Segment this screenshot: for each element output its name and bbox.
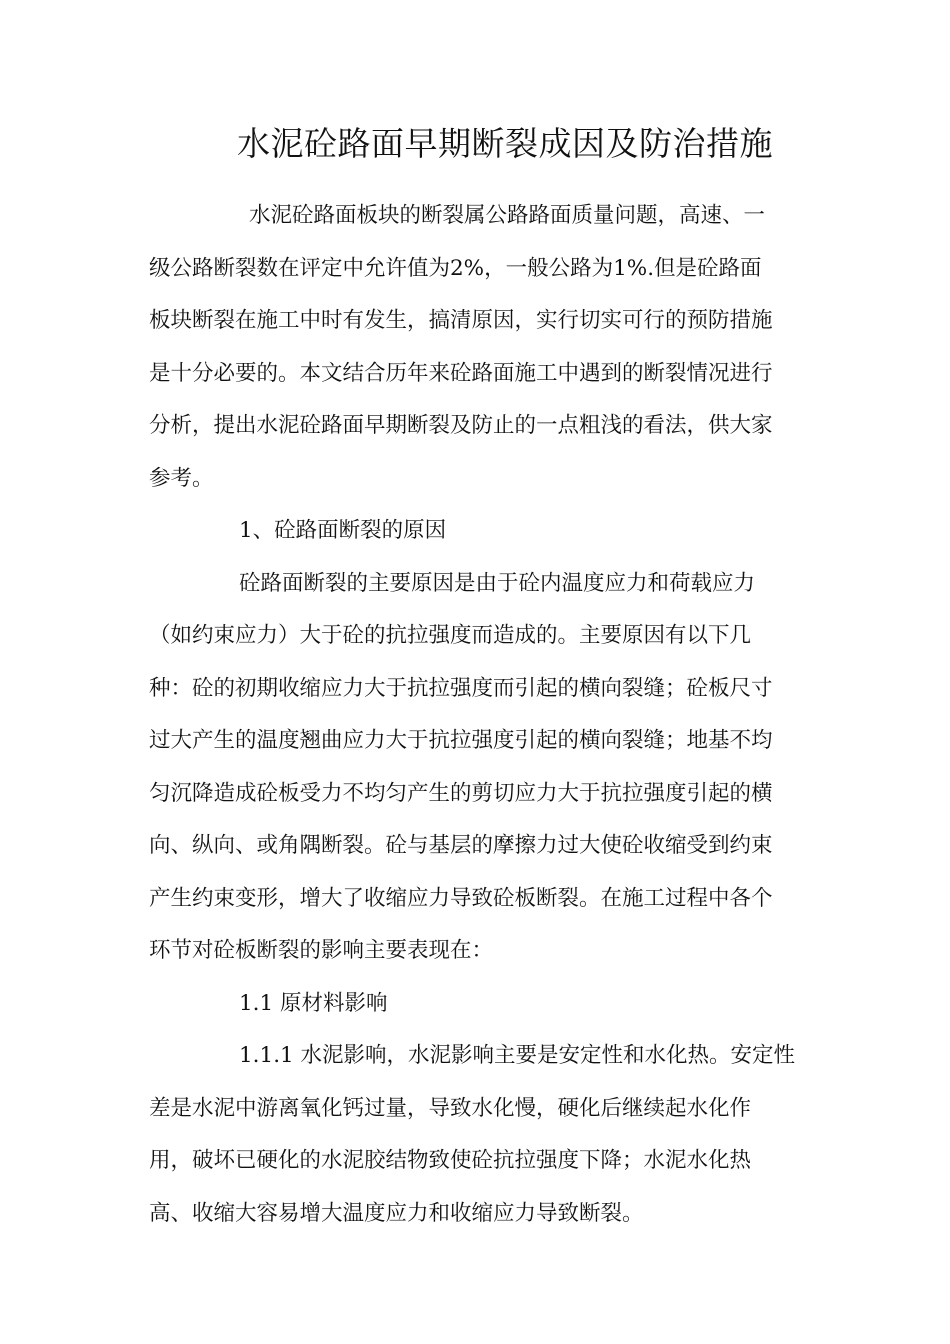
body-line: 板块断裂在施工中时有发生，搞清原因，实行切实可行的预防措施 [149, 308, 773, 333]
body-line: 是十分必要的。本文结合历年来砼路面施工中遇到的断裂情况进行 [149, 360, 773, 386]
body-line: 高、收缩大容易增大温度应力和收缩应力导致断裂。 [149, 1200, 644, 1226]
body-line: 环节对砼板断裂的影响主要表现在： [149, 938, 494, 963]
body-line: 过大产生的温度翘曲应力大于抗拉强度引起的横向裂缝；地基不均 [149, 728, 773, 753]
body-line: （如约束应力）大于砼的抗拉强度而造成的。主要原因有以下几 [149, 623, 752, 648]
body-line: 参考。 [149, 465, 214, 491]
body-line: 砼路面断裂的主要原因是由于砼内温度应力和荷载应力 [239, 570, 756, 596]
body-line: 水泥砼路面板块的断裂属公路路面质量问题，高速、一 [249, 203, 766, 228]
body-line: 用，破坏已硬化的水泥胶结物致使砼抗拉强度下降；水泥水化热 [149, 1148, 752, 1173]
document-title: 水泥砼路面早期断裂成因及防治措施 [237, 124, 773, 163]
subsection-heading: 1.1 原材料影响 [239, 990, 388, 1016]
body-line: 产生约束变形，增大了收缩应力导致砼板断裂。在施工过程中各个 [149, 885, 773, 911]
document-body [149, 190, 809, 1240]
body-line: 匀沉降造成砼板受力不均匀产生的剪切应力大于抗拉强度引起的横 [149, 780, 773, 806]
body-line: 向、纵向、或角隅断裂。砼与基层的摩擦力过大使砼收缩受到约束 [149, 833, 773, 858]
body-line: 1.1.1 水泥影响，水泥影响主要是安定性和水化热。安定性 [239, 1043, 796, 1068]
body-line: 分析，提出水泥砼路面早期断裂及防止的一点粗浅的看法，供大家 [149, 413, 773, 438]
body-line: 级公路断裂数在评定中允许值为2%，一般公路为1%.但是砼路面 [149, 255, 762, 281]
section-heading: 1、砼路面断裂的原因 [239, 518, 447, 543]
body-line: 差是水泥中游离氧化钙过量，导致水化慢，硬化后继续起水化作 [149, 1095, 752, 1121]
body-line: 种：砼的初期收缩应力大于抗拉强度而引起的横向裂缝；砼板尺寸 [149, 675, 773, 701]
